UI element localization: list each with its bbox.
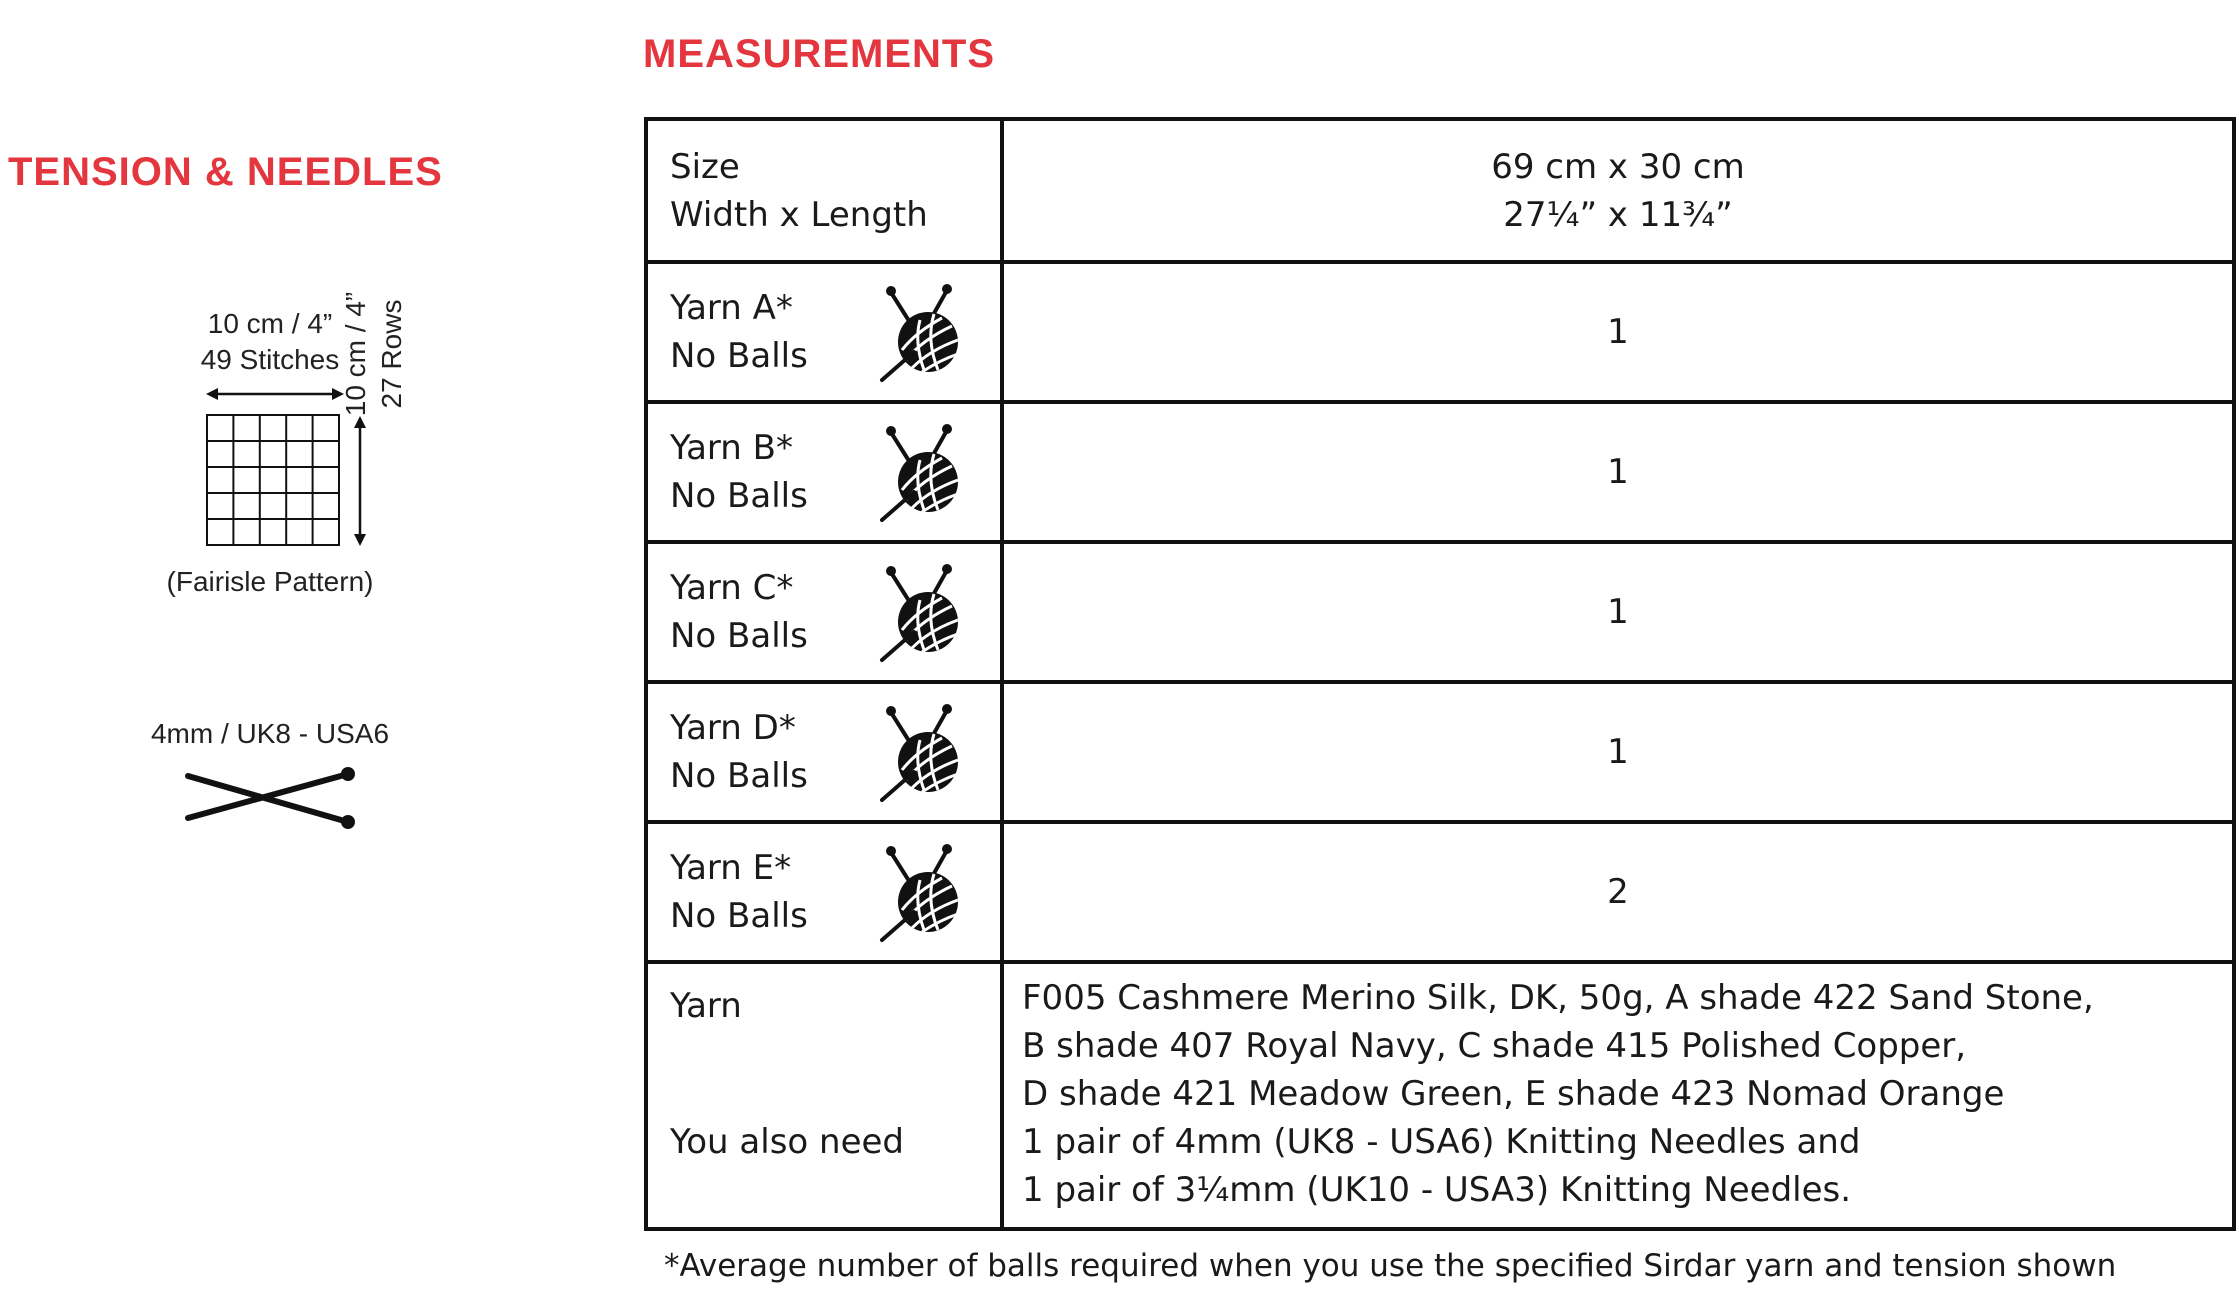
tension-needles-heading: TENSION & NEEDLES — [8, 150, 443, 194]
yarn-row — [646, 402, 2234, 542]
yarn-label: Yarn C* — [670, 568, 794, 608]
yarn-a-value: 1 — [1002, 262, 2234, 402]
also-need-label: You also need — [670, 1122, 904, 1162]
size-value-cell — [1002, 119, 2234, 262]
tension-width-label: 10 cm / 4” — [207, 308, 333, 339]
yarn-label: Yarn D* — [670, 708, 796, 748]
measurements-table — [644, 117, 2236, 1231]
no-balls-label: No Balls — [670, 336, 808, 376]
crossed-needles-icon — [180, 762, 360, 832]
needle-size-label: 4mm / UK8 - USA6 — [150, 718, 390, 749]
footnote: *Average number of balls required when you use the specified Sirdar yarn and tension shown — [664, 1248, 2117, 1284]
yarn-row — [646, 262, 2234, 402]
width-length-label: Width x Length — [670, 194, 928, 235]
yarn-d-label-cell — [646, 682, 1002, 822]
yarn-e-value: 2 — [1002, 822, 2234, 962]
needles-info-line: 1 pair of 3¼mm (UK10 - USA3) Knitting Needles. — [1022, 1170, 1852, 1210]
yarn-row — [646, 822, 2234, 962]
no-balls-label: No Balls — [670, 896, 808, 936]
yarn-c-label-cell — [646, 542, 1002, 682]
yarn-type-label: Yarn — [670, 986, 742, 1026]
yarn-ball-icon — [876, 560, 966, 664]
yarn-e-label-cell — [646, 822, 1002, 962]
tension-pattern-label: (Fairisle Pattern) — [166, 566, 374, 597]
yarn-ball-icon — [876, 420, 966, 524]
yarn-ball-icon — [876, 280, 966, 384]
tension-rows-label: 27 Rows — [376, 299, 407, 409]
yarn-info-label-cell — [646, 962, 1002, 1229]
size-row — [646, 119, 2234, 262]
tension-stitches-label: 49 Stitches — [200, 344, 340, 375]
no-balls-label: No Balls — [670, 476, 808, 516]
yarn-info-row — [646, 962, 2234, 1229]
yarn-label: Yarn B* — [670, 428, 793, 468]
yarn-d-value: 1 — [1002, 682, 2234, 822]
yarn-b-value: 1 — [1002, 402, 2234, 542]
size-imperial-value: 27¼” x 11¾” — [1503, 194, 1733, 235]
yarn-info-line: B shade 407 Royal Navy, C shade 415 Polished Copper, — [1022, 1026, 1967, 1066]
yarn-ball-icon — [876, 840, 966, 944]
size-label: Size — [670, 146, 740, 187]
yarn-c-value: 1 — [1002, 542, 2234, 682]
yarn-info-line: D shade 421 Meadow Green, E shade 423 Nomad Orange — [1022, 1074, 2005, 1114]
yarn-label: Yarn A* — [670, 288, 793, 328]
measurements-heading: MEASUREMENTS — [643, 32, 996, 76]
yarn-row — [646, 682, 2234, 822]
size-label-cell — [646, 119, 1002, 262]
yarn-ball-icon — [876, 700, 966, 804]
yarn-info-cell — [1002, 962, 2234, 1229]
yarn-b-label-cell — [646, 402, 1002, 542]
needles-info-line: 1 pair of 4mm (UK8 - USA6) Knitting Needles and — [1022, 1122, 1861, 1162]
yarn-row — [646, 542, 2234, 682]
yarn-label: Yarn E* — [670, 848, 792, 888]
yarn-info-line: F005 Cashmere Merino Silk, DK, 50g, A shade 422 Sand Stone, — [1022, 978, 2094, 1018]
no-balls-label: No Balls — [670, 616, 808, 656]
size-metric-value: 69 cm x 30 cm — [1491, 146, 1745, 187]
yarn-a-label-cell — [646, 262, 1002, 402]
no-balls-label: No Balls — [670, 756, 808, 796]
tension-height-label: 10 cm / 4” — [340, 291, 371, 417]
